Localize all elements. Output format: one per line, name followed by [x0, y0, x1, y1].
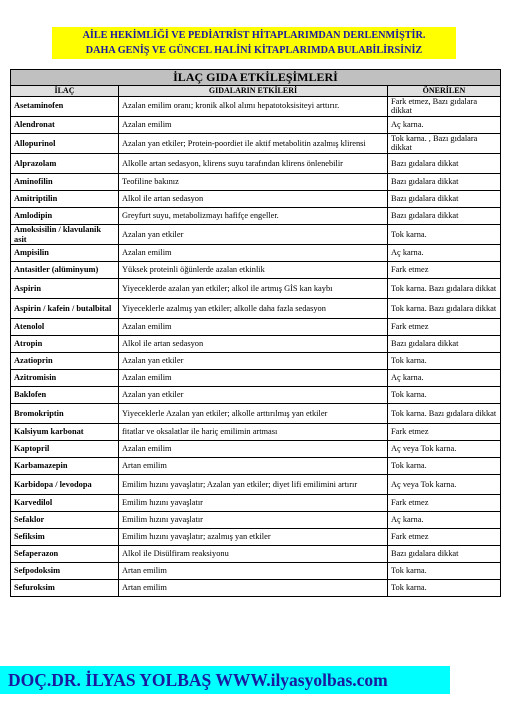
drug-cell: Aspirin — [11, 279, 119, 299]
table-row — [11, 370, 501, 387]
effect-cell: Azalan yan etkiler — [119, 387, 388, 404]
recommendation-cell: Aç karna. — [388, 245, 501, 262]
drug-cell: Amitriptilin — [11, 190, 119, 207]
recommendation-cell: Tok karna. Bazı gıdalara dikkat — [388, 404, 501, 424]
effect-cell: Alkol ile artan sedasyon — [119, 336, 388, 353]
table-row — [11, 279, 501, 299]
drug-cell: Karvedilol — [11, 495, 119, 512]
drug-cell: Karbamazepin — [11, 458, 119, 475]
table-row — [11, 153, 501, 173]
recommendation-cell: Bazı gıdalara dikkat — [388, 546, 501, 563]
effect-cell: Azalan emilim — [119, 245, 388, 262]
header-banner — [52, 27, 456, 59]
drug-cell: Aspirin / kafein / butalbital — [11, 299, 119, 319]
drug-cell: Sefuroksim — [11, 580, 119, 597]
drug-cell: Azitromisin — [11, 370, 119, 387]
table-row — [11, 116, 501, 133]
table-row — [11, 495, 501, 512]
drug-cell: Sefiksim — [11, 529, 119, 546]
drug-cell: Alendronat — [11, 116, 119, 133]
column-header-recommended: ÖNERİLEN — [388, 86, 501, 97]
drug-cell: Atropin — [11, 336, 119, 353]
drug-cell: Bromokriptin — [11, 404, 119, 424]
table-row — [11, 133, 501, 153]
recommendation-cell: Tok karna. — [388, 563, 501, 580]
drug-cell: Antasitler (alüminyum) — [11, 262, 119, 279]
effect-cell: Yiyeceklerde azalan yan etkiler; alkol ile artmış GİS kan kaybı — [119, 279, 388, 299]
drug-cell: Sefaperazon — [11, 546, 119, 563]
effect-cell: Artan emilim — [119, 563, 388, 580]
footer-banner: DOÇ.DR. İLYAS YOLBAŞ WWW.ilyasyolbas.com — [0, 666, 450, 694]
recommendation-cell: Tok karna. Bazı gıdalara dikkat — [388, 299, 501, 319]
table-row — [11, 262, 501, 279]
table-row — [11, 424, 501, 441]
drug-cell: Asetaminofen — [11, 96, 119, 116]
recommendation-cell: Fark etmez — [388, 424, 501, 441]
effect-cell: Artan emilim — [119, 580, 388, 597]
drug-cell: Sefpodoksim — [11, 563, 119, 580]
recommendation-cell: Aç veya Tok karna. — [388, 441, 501, 458]
drug-cell: Allopurinol — [11, 133, 119, 153]
table-row — [11, 245, 501, 262]
table-row — [11, 563, 501, 580]
table-title: İLAÇ GIDA ETKİLEŞİMLERİ — [11, 70, 501, 86]
effect-cell: Alkol ile artan sedasyon — [119, 190, 388, 207]
table-row — [11, 319, 501, 336]
recommendation-cell: Tok karna. — [388, 580, 501, 597]
header-line-1: AİLE HEKİMLİĞİ VE PEDİATRİST HİTAPLARIMDAN DERLENMİŞTİR. — [82, 30, 426, 41]
effect-cell: Yüksek proteinli öğünlerde azalan etkinlik — [119, 262, 388, 279]
table-row — [11, 190, 501, 207]
recommendation-cell: Bazı gıdalara dikkat — [388, 207, 501, 224]
recommendation-cell: Tok karna. Bazı gıdalara dikkat — [388, 279, 501, 299]
effect-cell: Azalan yan etkiler — [119, 224, 388, 244]
column-header-drug: İLAÇ — [11, 86, 119, 97]
effect-cell: Teofiline bakınız — [119, 173, 388, 190]
drug-cell: Aminofilin — [11, 173, 119, 190]
recommendation-cell: Aç karna. — [388, 116, 501, 133]
effect-cell: Emilim hızını yavaşlatır; Azalan yan etkiler; diyet lifi emilimini artırır — [119, 475, 388, 495]
table-row — [11, 580, 501, 597]
column-header-effects: GIDALARIN ETKİLERİ — [119, 86, 388, 97]
table-row — [11, 207, 501, 224]
effect-cell: Azalan yan etkiler — [119, 353, 388, 370]
effect-cell: Alkol ile Disülfiram reaksiyonu — [119, 546, 388, 563]
table-row — [11, 387, 501, 404]
table-row — [11, 404, 501, 424]
recommendation-cell: Tok karna. — [388, 353, 501, 370]
drug-cell: Karbidopa / levodopa — [11, 475, 119, 495]
drug-cell: Kalsiyum karbonat — [11, 424, 119, 441]
drug-food-interaction-table — [10, 69, 501, 597]
table-row — [11, 224, 501, 244]
drug-cell: Azatioprin — [11, 353, 119, 370]
table-body — [11, 96, 501, 597]
effect-cell: fitatlar ve oksalatlar ile hariç emilimin artması — [119, 424, 388, 441]
recommendation-cell: Bazı gıdalara dikkat — [388, 336, 501, 353]
effect-cell: Emilim hızını yavaşlatır — [119, 495, 388, 512]
recommendation-cell: Bazı gıdalara dikkat — [388, 153, 501, 173]
effect-cell: Azalan emilim oranı; kronik alkol alımı hepatotoksisiteyi arttırır. — [119, 96, 388, 116]
recommendation-cell: Fark etmez — [388, 319, 501, 336]
effect-cell: Greyfurt suyu, metabolizmayı hafifçe engeller. — [119, 207, 388, 224]
table-row — [11, 546, 501, 563]
recommendation-cell: Bazı gıdalara dikkat — [388, 190, 501, 207]
drug-cell: Sefaklor — [11, 512, 119, 529]
table-row — [11, 173, 501, 190]
effect-cell: Azalan emilim — [119, 370, 388, 387]
recommendation-cell: Bazı gıdalara dikkat — [388, 173, 501, 190]
table-row — [11, 458, 501, 475]
table-row — [11, 336, 501, 353]
drug-cell: Kaptopril — [11, 441, 119, 458]
drug-cell: Alprazolam — [11, 153, 119, 173]
recommendation-cell: Fark etmez — [388, 495, 501, 512]
drug-cell: Amoksisilin / klavulanik asit — [11, 224, 119, 244]
effect-cell: Azalan yan etkiler; Protein-poordiet ile aktif metabolitin azalmış klirensi — [119, 133, 388, 153]
recommendation-cell: Aç veya Tok karna. — [388, 475, 501, 495]
effect-cell: Azalan emilim — [119, 116, 388, 133]
recommendation-cell: Tok karna. — [388, 458, 501, 475]
recommendation-cell: Tok karna. — [388, 224, 501, 244]
effect-cell: Emilim hızını yavaşlatır — [119, 512, 388, 529]
table-row — [11, 529, 501, 546]
effect-cell: Yiyeceklerle azalmış yan etkiler; alkolle daha fazla sedasyon — [119, 299, 388, 319]
effect-cell: Yiyeceklerle Azalan yan etkiler; alkolle arttırılmış yan etkiler — [119, 404, 388, 424]
table-row — [11, 96, 501, 116]
recommendation-cell: Aç karna. — [388, 370, 501, 387]
recommendation-cell: Fark etmez, Bazı gıdalara dikkat — [388, 96, 501, 116]
header-line-2: DAHA GENİŞ VE GÜNCEL HALİNİ KİTAPLARIMDA BULABİLİRSİNİZ — [85, 45, 423, 56]
recommendation-cell: Fark etmez — [388, 262, 501, 279]
recommendation-cell: Tok karna. , Bazı gıdalara dikkat — [388, 133, 501, 153]
effect-cell: Azalan emilim — [119, 441, 388, 458]
drug-cell: Baklofen — [11, 387, 119, 404]
table-row — [11, 299, 501, 319]
drug-cell: Atenolol — [11, 319, 119, 336]
drug-cell: Ampisilin — [11, 245, 119, 262]
table-row — [11, 441, 501, 458]
table-row — [11, 512, 501, 529]
recommendation-cell: Tok karna. — [388, 387, 501, 404]
effect-cell: Alkolle artan sedasyon, klirens suyu tarafından klirens önlenebilir — [119, 153, 388, 173]
effect-cell: Azalan emilim — [119, 319, 388, 336]
effect-cell: Artan emilim — [119, 458, 388, 475]
table-row — [11, 353, 501, 370]
recommendation-cell: Fark etmez — [388, 529, 501, 546]
drug-cell: Amlodipin — [11, 207, 119, 224]
recommendation-cell: Aç karna. — [388, 512, 501, 529]
effect-cell: Emilim hızını yavaşlatır; azalmış yan etkiler — [119, 529, 388, 546]
table-row — [11, 475, 501, 495]
